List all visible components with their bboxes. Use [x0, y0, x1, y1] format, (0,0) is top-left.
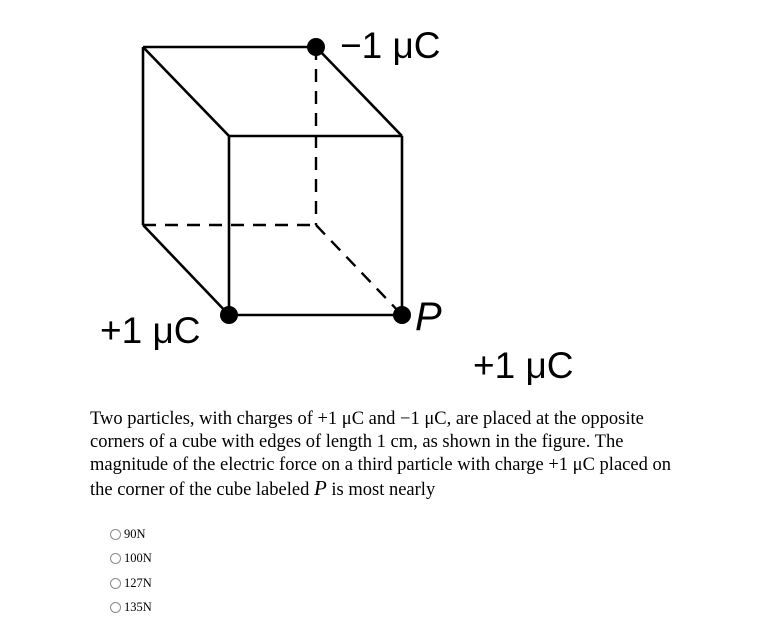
charge-label-left: +1 μC [100, 310, 201, 351]
cube-edge [143, 225, 229, 315]
point-label-p: P [415, 295, 442, 339]
radio-button-icon[interactable] [110, 529, 121, 540]
charge-label-right: +1 μC [473, 345, 574, 386]
radio-button-icon[interactable] [110, 578, 121, 589]
radio-button-icon[interactable] [110, 602, 121, 613]
answer-option-label: 135N [124, 600, 152, 615]
question-text-before: Two particles, with charges of +1 μC and −1 μC, are placed at the opposite corners of a cube with edges of length 1 cm, as shown in the figure. The magnitude of the electric force on a third particle with charge +1 μC placed on the corner of the cube labeled [90, 409, 671, 500]
question-variable-p: P [313, 476, 327, 500]
answer-option[interactable] [110, 571, 152, 596]
question-text [90, 408, 690, 502]
question-text-after: is most nearly [326, 480, 436, 500]
positive-charge-dot [220, 306, 238, 324]
radio-button-icon[interactable] [110, 553, 121, 564]
answer-option-label: 90N [124, 526, 146, 541]
answer-options [110, 522, 152, 620]
cube-edge [143, 47, 229, 136]
answer-option[interactable] [110, 547, 152, 572]
answer-option[interactable] [110, 596, 152, 620]
answer-option-label: 127N [124, 575, 152, 590]
answer-option[interactable] [110, 522, 152, 547]
negative-charge-dot [307, 38, 325, 56]
point-p-dot [393, 306, 411, 324]
answer-option-label: 100N [124, 551, 152, 566]
cube-hidden-edge [316, 225, 402, 315]
charge-label-top: −1 μC [340, 25, 441, 66]
